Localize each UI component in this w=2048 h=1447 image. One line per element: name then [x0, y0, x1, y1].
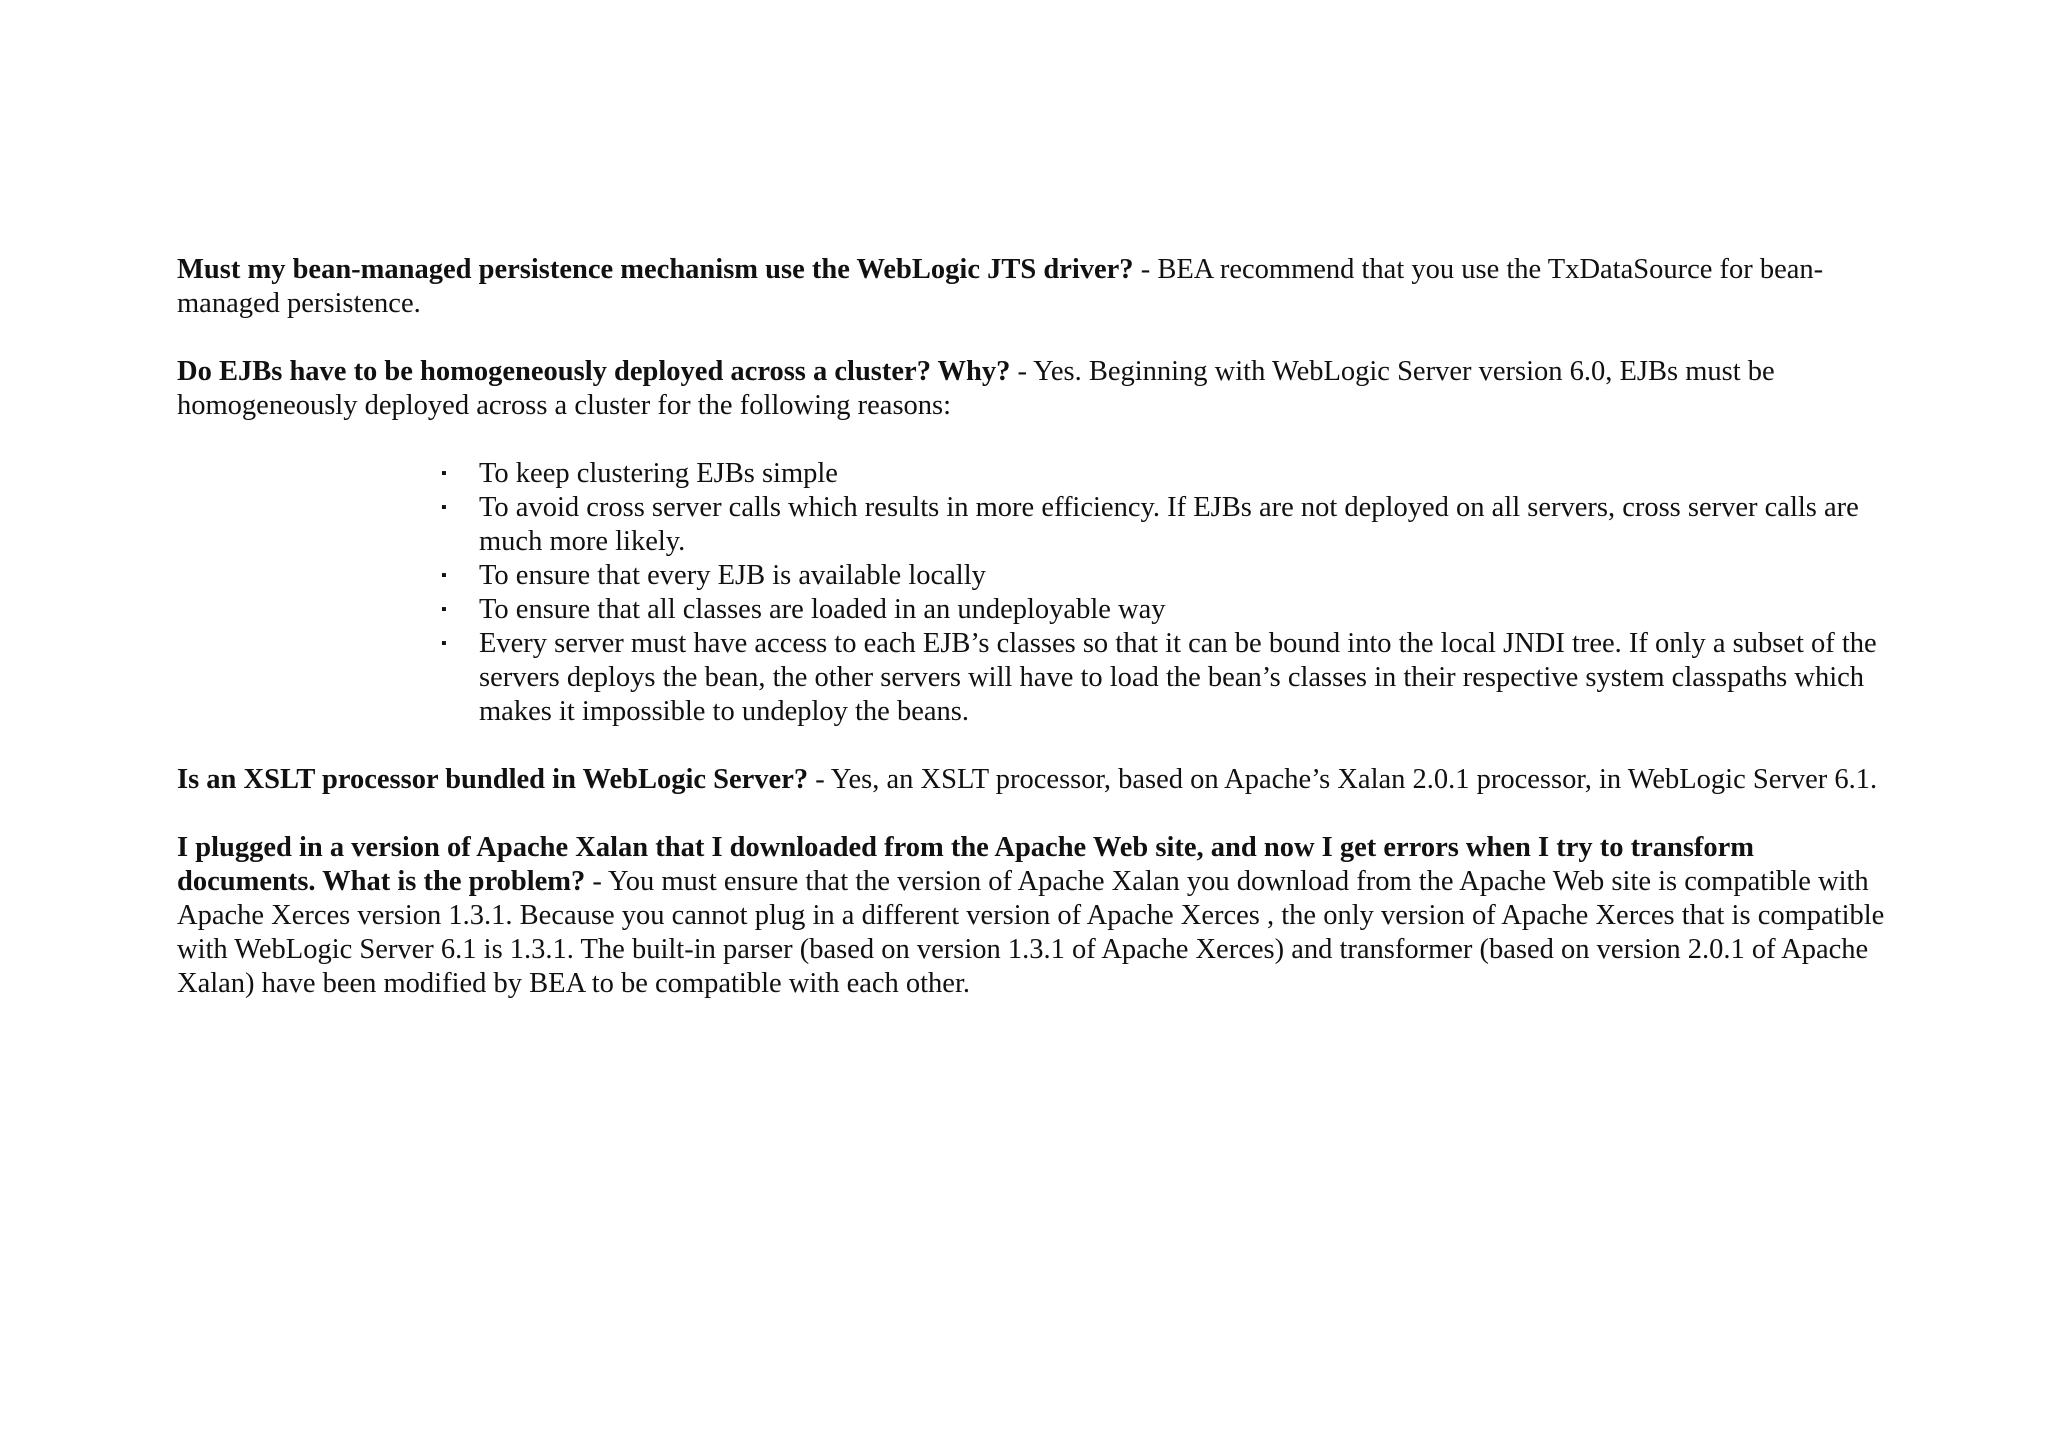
faq-question: Must my bean-managed persistence mechanism use the WebLogic JTS driver? [177, 254, 1134, 285]
bullet-icon: ▪ [441, 635, 447, 652]
list-item [441, 491, 1897, 559]
list-item [441, 559, 1897, 593]
faq-separator: - [1010, 356, 1034, 387]
faq-entry [177, 253, 1897, 321]
list-item-text: To ensure that all classes are loaded in an undeployable way [479, 594, 1166, 625]
list-item [441, 627, 1897, 729]
document-page [177, 253, 1897, 1001]
list-item-text: To keep clustering EJBs simple [479, 458, 838, 489]
faq-entry [177, 355, 1897, 423]
faq-question: Do EJBs have to be homogeneously deployed across a cluster? Why? [177, 356, 1011, 387]
list-item-text: Every server must have access to each EJB’s classes so that it can be bound into the local JNDI tree. If only a subset of the servers deploys the bean, the other servers will have to load the bean’s classes in their respective system classpaths which makes it impossible to undeploy the beans. [479, 628, 1877, 727]
faq-entry [177, 763, 1897, 797]
bullet-icon: ▪ [441, 601, 447, 618]
list-item [441, 593, 1897, 627]
bullet-icon: ▪ [441, 465, 447, 482]
list-item-text: To ensure that every EJB is available locally [479, 560, 986, 591]
bullet-icon: ▪ [441, 499, 447, 516]
faq-question: Is an XSLT processor bundled in WebLogic Server? [177, 764, 809, 795]
faq-answer: You must ensure that the version of Apache Xalan you download from the Apache Web site is compatible with Apache Xerces version 1.3.1. Because you cannot plug in a different version of Apache Xerces , the only version of Apache Xerces that is compatible with WebLogic Server 6.1 is 1.3.1. The built-in parser (based on version 1.3.1 of Apache Xerces) and transformer (based on version 2.0.1 of Apache Xalan) have been modified by BEA to be compatible with each other. [177, 866, 1885, 999]
faq-separator: - [585, 866, 608, 897]
faq-answer: Yes, an XSLT processor, based on Apache’s Xalan 2.0.1 processor, in WebLogic Server 6.1. [830, 764, 1878, 795]
list-item-text: To avoid cross server calls which results in more efficiency. If EJBs are not deployed on all servers, cross server calls are much more likely. [479, 492, 1859, 557]
faq-separator: - [1133, 254, 1158, 285]
faq-separator: - [808, 764, 831, 795]
faq-question: I plugged in a version of Apache Xalan that I downloaded from the Apache Web site, and now I get errors when I try to transform documents. What is the problem? [177, 832, 1755, 897]
faq-answer: BEA recommend that you use the TxDataSource for bean-managed persistence. [177, 254, 1824, 319]
faq-entry [177, 831, 1897, 1001]
list-item [441, 457, 1897, 491]
faq-answer: Yes. Beginning with WebLogic Server version 6.0, EJBs must be homogeneously deployed across a cluster for the following reasons: [177, 356, 1775, 421]
reasons-list [177, 457, 1897, 729]
bullet-icon: ▪ [441, 567, 447, 584]
